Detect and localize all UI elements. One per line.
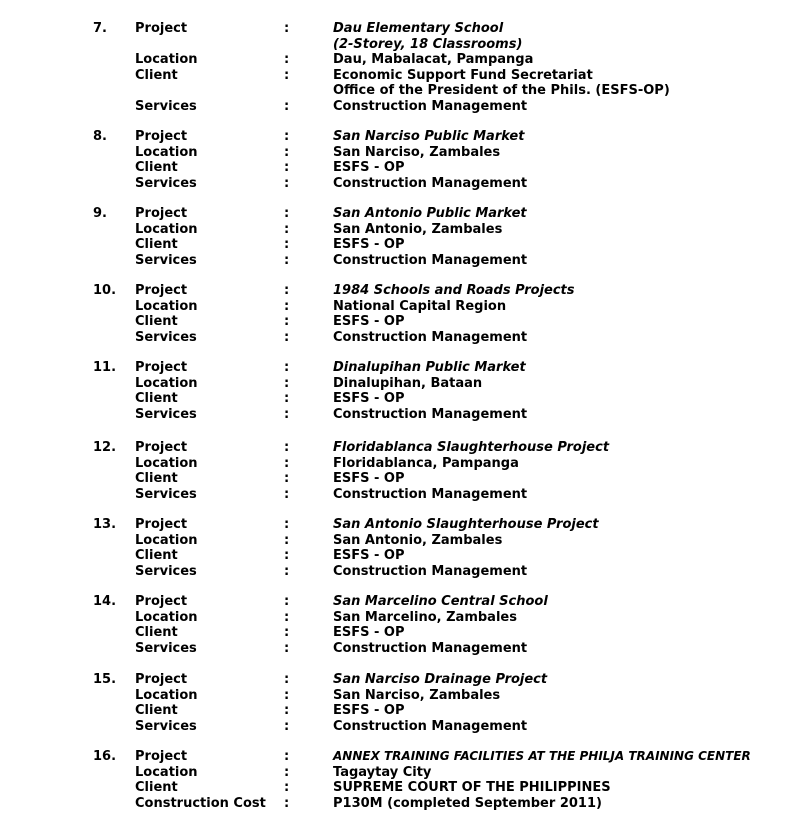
field-value: ESFS - OP bbox=[333, 237, 405, 252]
field-label: Location bbox=[135, 532, 198, 548]
entry-row bbox=[0, 610, 810, 626]
entry-row bbox=[0, 641, 810, 657]
field-separator: : bbox=[284, 21, 290, 36]
entry-row bbox=[0, 765, 810, 781]
field-separator: : bbox=[284, 391, 290, 406]
field-label: Services bbox=[135, 486, 197, 502]
field-separator: : bbox=[284, 175, 290, 191]
field-separator: : bbox=[284, 749, 290, 764]
entry-row bbox=[0, 796, 810, 812]
field-separator: : bbox=[284, 98, 290, 114]
field-label: Project bbox=[135, 440, 188, 455]
entry-number: 8. bbox=[93, 129, 107, 144]
entry-row bbox=[0, 780, 810, 796]
entry-number: 10. bbox=[93, 283, 117, 298]
field-separator: : bbox=[284, 206, 290, 221]
field-label: Client bbox=[135, 625, 178, 640]
field-value: ESFS - OP bbox=[333, 548, 405, 563]
field-label: Client bbox=[135, 471, 178, 486]
project-entry bbox=[0, 206, 810, 268]
field-separator: : bbox=[284, 314, 290, 329]
field-value: San Antonio, Zambales bbox=[333, 532, 503, 548]
field-value: National Capital Region bbox=[333, 298, 507, 314]
project-entry bbox=[0, 129, 810, 191]
field-label: Project bbox=[135, 594, 188, 609]
project-entry bbox=[0, 21, 810, 114]
field-separator: : bbox=[284, 375, 290, 391]
project-name: San Antonio Slaughterhouse Project bbox=[333, 517, 599, 532]
field-separator: : bbox=[284, 687, 290, 703]
project-name: Dau Elementary School bbox=[333, 21, 504, 36]
project-name: San Narciso Public Market bbox=[333, 129, 525, 144]
entry-row bbox=[0, 145, 810, 161]
field-value: Construction Management bbox=[333, 718, 528, 734]
field-value: ESFS - OP bbox=[333, 314, 405, 329]
field-label: Client bbox=[135, 67, 178, 83]
entry-number: 12. bbox=[93, 440, 117, 455]
field-label: Project bbox=[135, 129, 188, 144]
field-label: Project bbox=[135, 283, 188, 298]
field-label: Project bbox=[135, 672, 188, 687]
entry-row bbox=[0, 407, 810, 423]
field-separator: : bbox=[284, 237, 290, 252]
entry-row bbox=[0, 376, 810, 392]
entry-row bbox=[0, 68, 810, 84]
field-value: Construction Management bbox=[333, 406, 528, 422]
entry-row bbox=[0, 99, 810, 115]
field-separator: : bbox=[284, 594, 290, 609]
field-value: San Marcelino, Zambales bbox=[333, 609, 517, 625]
entry-row bbox=[0, 703, 810, 719]
field-separator: : bbox=[284, 795, 290, 811]
field-separator: : bbox=[284, 548, 290, 563]
field-value: Office of the President of the Phils. (ESFS-OP) bbox=[333, 83, 670, 98]
field-label: Services bbox=[135, 175, 197, 191]
field-label: Location bbox=[135, 764, 198, 780]
field-separator: : bbox=[284, 129, 290, 144]
field-label: Project bbox=[135, 206, 188, 221]
entry-row bbox=[0, 672, 810, 688]
field-label: Construction Cost bbox=[135, 795, 266, 811]
project-name: San Antonio Public Market bbox=[333, 206, 527, 221]
field-separator: : bbox=[284, 486, 290, 502]
field-label: Location bbox=[135, 144, 198, 160]
project-name: 1984 Schools and Roads Projects bbox=[333, 283, 575, 298]
field-value: Dinalupihan, Bataan bbox=[333, 375, 483, 391]
field-label: Project bbox=[135, 360, 188, 375]
entry-row bbox=[0, 176, 810, 192]
field-label: Client bbox=[135, 703, 178, 718]
field-label: Services bbox=[135, 98, 197, 114]
project-entry bbox=[0, 672, 810, 734]
field-value: ESFS - OP bbox=[333, 160, 405, 175]
project-entry bbox=[0, 594, 810, 656]
field-separator: : bbox=[284, 532, 290, 548]
entry-row bbox=[0, 237, 810, 253]
entry-row bbox=[0, 299, 810, 315]
field-separator: : bbox=[284, 160, 290, 175]
field-separator: : bbox=[284, 764, 290, 780]
project-name: Dinalupihan Public Market bbox=[333, 360, 526, 375]
field-value: P130M (completed September 2011) bbox=[333, 795, 602, 811]
entry-row bbox=[0, 283, 810, 299]
field-label: Services bbox=[135, 563, 197, 579]
field-value: Construction Management bbox=[333, 329, 528, 345]
field-value: Construction Management bbox=[333, 98, 528, 114]
field-value: Economic Support Fund Secretariat bbox=[333, 67, 593, 83]
field-value: ESFS - OP bbox=[333, 703, 405, 718]
field-value: Floridablanca, Pampanga bbox=[333, 455, 519, 471]
field-separator: : bbox=[284, 406, 290, 422]
field-value: Tagaytay City bbox=[333, 764, 432, 780]
project-entry bbox=[0, 440, 810, 502]
field-value: ESFS - OP bbox=[333, 471, 405, 486]
field-separator: : bbox=[284, 329, 290, 345]
entry-row bbox=[0, 487, 810, 503]
field-value: Construction Management bbox=[333, 252, 528, 268]
field-label: Location bbox=[135, 687, 198, 703]
project-entry bbox=[0, 283, 810, 345]
field-label: Location bbox=[135, 609, 198, 625]
project-entry bbox=[0, 749, 810, 811]
entry-row bbox=[0, 517, 810, 533]
entry-row bbox=[0, 206, 810, 222]
field-label: Client bbox=[135, 160, 178, 175]
project-name: ANNEX TRAINING FACILITIES AT THE PHILJA TRAINING CENTER bbox=[333, 749, 751, 763]
project-name: San Narciso Drainage Project bbox=[333, 672, 548, 687]
field-separator: : bbox=[284, 455, 290, 471]
field-value: ESFS - OP bbox=[333, 625, 405, 640]
field-label: Client bbox=[135, 780, 178, 795]
entry-row bbox=[0, 160, 810, 176]
field-separator: : bbox=[284, 640, 290, 656]
field-separator: : bbox=[284, 252, 290, 268]
project-name: (2-Storey, 18 Classrooms) bbox=[333, 36, 523, 52]
entry-row bbox=[0, 471, 810, 487]
entry-row bbox=[0, 533, 810, 549]
field-separator: : bbox=[284, 718, 290, 734]
entry-number: 16. bbox=[93, 749, 117, 764]
field-label: Client bbox=[135, 548, 178, 563]
entry-row bbox=[0, 749, 810, 765]
entry-row bbox=[0, 314, 810, 330]
entry-row bbox=[0, 625, 810, 641]
entry-number: 7. bbox=[93, 21, 107, 36]
field-label: Project bbox=[135, 517, 188, 532]
entry-row bbox=[0, 456, 810, 472]
entry-row bbox=[0, 688, 810, 704]
field-value: Construction Management bbox=[333, 486, 528, 502]
entry-row bbox=[0, 564, 810, 580]
entry-number: 14. bbox=[93, 594, 117, 609]
entry-row bbox=[0, 719, 810, 735]
field-label: Location bbox=[135, 298, 198, 314]
entry-number: 15. bbox=[93, 672, 117, 687]
entry-row bbox=[0, 52, 810, 68]
entry-row bbox=[0, 391, 810, 407]
entry-row bbox=[0, 440, 810, 456]
entry-row bbox=[0, 21, 810, 37]
field-value: San Narciso, Zambales bbox=[333, 687, 501, 703]
entry-row bbox=[0, 37, 810, 53]
field-separator: : bbox=[284, 609, 290, 625]
entry-row bbox=[0, 594, 810, 610]
field-value: SUPREME COURT OF THE PHILIPPINES bbox=[333, 780, 611, 795]
field-label: Services bbox=[135, 640, 197, 656]
field-separator: : bbox=[284, 780, 290, 795]
field-separator: : bbox=[284, 440, 290, 455]
project-entry bbox=[0, 517, 810, 579]
project-name: Floridablanca Slaughterhouse Project bbox=[333, 440, 610, 455]
entry-row bbox=[0, 253, 810, 269]
entry-row bbox=[0, 83, 810, 99]
field-label: Services bbox=[135, 329, 197, 345]
field-label: Services bbox=[135, 406, 197, 422]
entry-row bbox=[0, 548, 810, 564]
field-label: Location bbox=[135, 221, 198, 237]
field-label: Client bbox=[135, 391, 178, 406]
field-label: Project bbox=[135, 749, 188, 764]
field-label: Services bbox=[135, 252, 197, 268]
field-separator: : bbox=[284, 517, 290, 532]
field-separator: : bbox=[284, 283, 290, 298]
field-separator: : bbox=[284, 703, 290, 718]
field-separator: : bbox=[284, 360, 290, 375]
field-separator: : bbox=[284, 625, 290, 640]
field-label: Location bbox=[135, 52, 198, 67]
project-entry bbox=[0, 360, 810, 422]
field-value: Construction Management bbox=[333, 640, 528, 656]
field-separator: : bbox=[284, 52, 290, 67]
field-separator: : bbox=[284, 471, 290, 486]
entry-row bbox=[0, 360, 810, 376]
field-value: Construction Management bbox=[333, 175, 528, 191]
field-label: Location bbox=[135, 455, 198, 471]
field-label: Client bbox=[135, 314, 178, 329]
entry-number: 9. bbox=[93, 206, 107, 221]
field-value: ESFS - OP bbox=[333, 391, 405, 406]
project-name: San Marcelino Central School bbox=[333, 594, 548, 609]
field-label: Project bbox=[135, 21, 188, 36]
field-separator: : bbox=[284, 221, 290, 237]
field-label: Client bbox=[135, 237, 178, 252]
field-value: San Antonio, Zambales bbox=[333, 221, 503, 237]
field-separator: : bbox=[284, 67, 290, 83]
entry-row bbox=[0, 129, 810, 145]
field-separator: : bbox=[284, 298, 290, 314]
field-value: Dau, Mabalacat, Pampanga bbox=[333, 52, 534, 67]
field-value: San Narciso, Zambales bbox=[333, 144, 501, 160]
field-value: Construction Management bbox=[333, 563, 528, 579]
field-separator: : bbox=[284, 144, 290, 160]
field-label: Services bbox=[135, 718, 197, 734]
field-separator: : bbox=[284, 563, 290, 579]
entry-number: 13. bbox=[93, 517, 117, 532]
entry-number: 11. bbox=[93, 360, 117, 375]
entry-row bbox=[0, 330, 810, 346]
field-separator: : bbox=[284, 672, 290, 687]
entry-row bbox=[0, 222, 810, 238]
field-label: Location bbox=[135, 375, 198, 391]
